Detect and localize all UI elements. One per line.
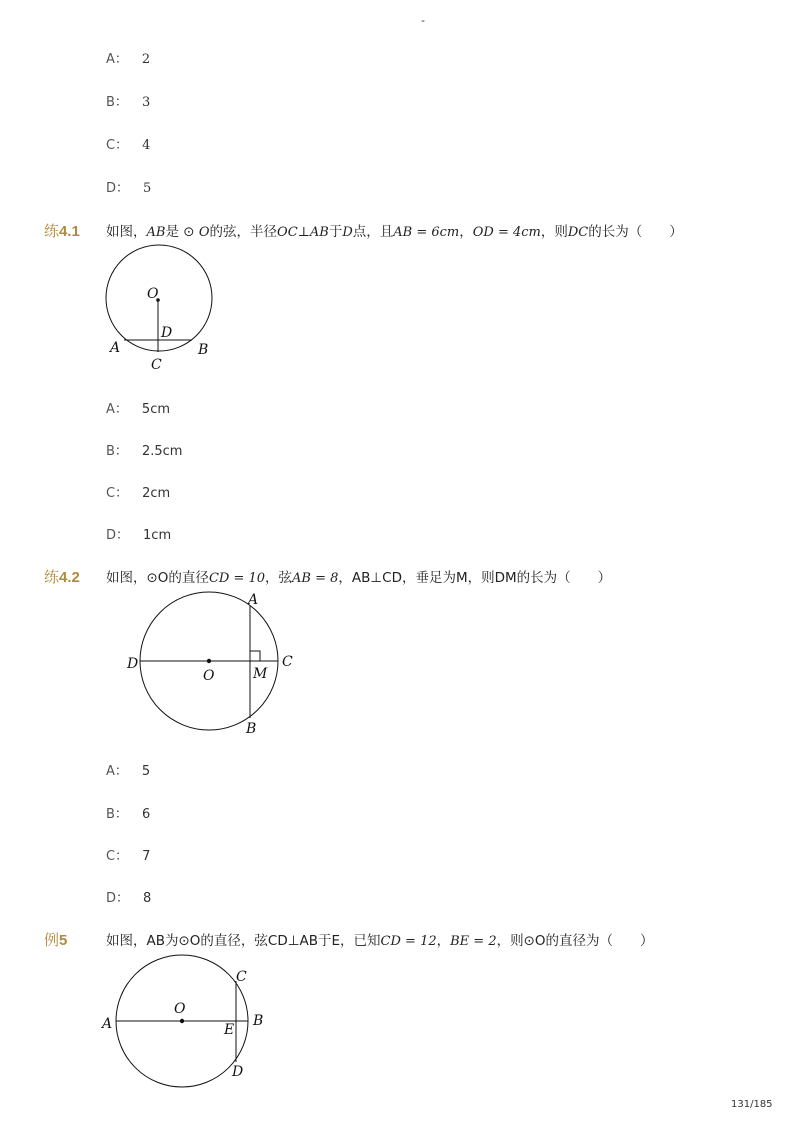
option-value: 4	[142, 138, 151, 153]
option-letter: B	[106, 807, 115, 822]
question-label-5: 例5	[44, 932, 68, 949]
circle	[106, 245, 212, 351]
option-a[interactable]: A： 5cm	[106, 402, 171, 417]
question-text-5: 如图，AB为⊙O的直径，弦CD⊥AB于E，已知CD = 12，BE = 2，则⊙O的直径为（ ）	[106, 933, 654, 949]
label-a: A	[248, 592, 259, 608]
label-a: A	[110, 340, 121, 356]
option-value: 7	[142, 849, 151, 864]
option-value: 2cm	[142, 486, 171, 501]
question-text-4-1: 如图，AB是 ⊙ O的弦，半径OC⊥AB于D点，且AB = 6cm，OD = 4cm，则DC的长为（ ）	[106, 224, 683, 240]
option-letter: B	[106, 444, 115, 459]
option-value: 2	[141, 52, 151, 67]
option-value: 3	[141, 95, 151, 110]
option-c[interactable]: C： 7	[106, 849, 151, 864]
option-c[interactable]: C： 2cm	[106, 486, 171, 501]
label-m: M	[253, 666, 268, 682]
option-b[interactable]: B： 3	[106, 95, 151, 110]
option-d[interactable]: D： 5	[106, 181, 152, 196]
option-value: 5	[143, 181, 152, 196]
label-o: O	[174, 1001, 186, 1017]
option-d[interactable]: D： 8	[106, 891, 152, 906]
label-c: C	[151, 357, 162, 373]
label-o: O	[203, 668, 215, 684]
page-number: 131/185	[731, 1099, 773, 1110]
option-c[interactable]: C： 4	[106, 138, 151, 153]
label-b: B	[246, 721, 257, 737]
label-b: B	[253, 1013, 264, 1029]
option-a[interactable]: A： 2	[106, 52, 151, 67]
option-letter: D	[106, 181, 117, 196]
option-d[interactable]: D： 1cm	[106, 528, 172, 543]
question-label-4-1: 练4.1	[44, 223, 80, 240]
figure-5	[98, 950, 273, 1095]
header-mark: -	[421, 14, 425, 27]
label-a: A	[102, 1016, 113, 1032]
label-d: D	[232, 1064, 244, 1080]
option-letter: D	[106, 891, 117, 906]
option-value: 2.5cm	[141, 444, 183, 459]
option-letter: C	[106, 138, 116, 153]
center-point	[207, 659, 211, 663]
option-letter: D	[106, 528, 117, 543]
option-letter: B	[106, 95, 115, 110]
option-value: 6	[141, 807, 151, 822]
option-value: 5cm	[141, 402, 171, 417]
option-letter: C	[106, 486, 116, 501]
option-b[interactable]: B： 6	[106, 807, 151, 822]
label-c: C	[236, 969, 247, 985]
option-letter: A	[106, 402, 115, 417]
option-letter: A	[106, 764, 115, 779]
question-text-4-2: 如图，⊙O的直径CD = 10，弦AB = 8，AB⊥CD，垂足为M，则DM的长为（ ）	[106, 570, 612, 586]
option-letter: A	[106, 52, 115, 67]
option-letter: C	[106, 849, 116, 864]
option-value: 5	[141, 764, 151, 779]
label-d: D	[127, 656, 139, 672]
option-value: 1cm	[143, 528, 172, 543]
label-b: B	[198, 342, 209, 358]
figure-4-1	[100, 242, 230, 377]
label-d: D	[161, 325, 173, 341]
label-c: C	[282, 654, 293, 670]
center-point	[180, 1019, 184, 1023]
option-b[interactable]: B： 2.5cm	[106, 444, 183, 459]
option-value: 8	[143, 891, 152, 906]
label-e: E	[224, 1022, 235, 1038]
right-angle-mark	[250, 651, 260, 661]
option-a[interactable]: A： 5	[106, 764, 151, 779]
question-label-4-2: 练4.2	[44, 569, 80, 586]
figure-4-2	[120, 588, 310, 743]
label-o: O	[147, 286, 159, 302]
